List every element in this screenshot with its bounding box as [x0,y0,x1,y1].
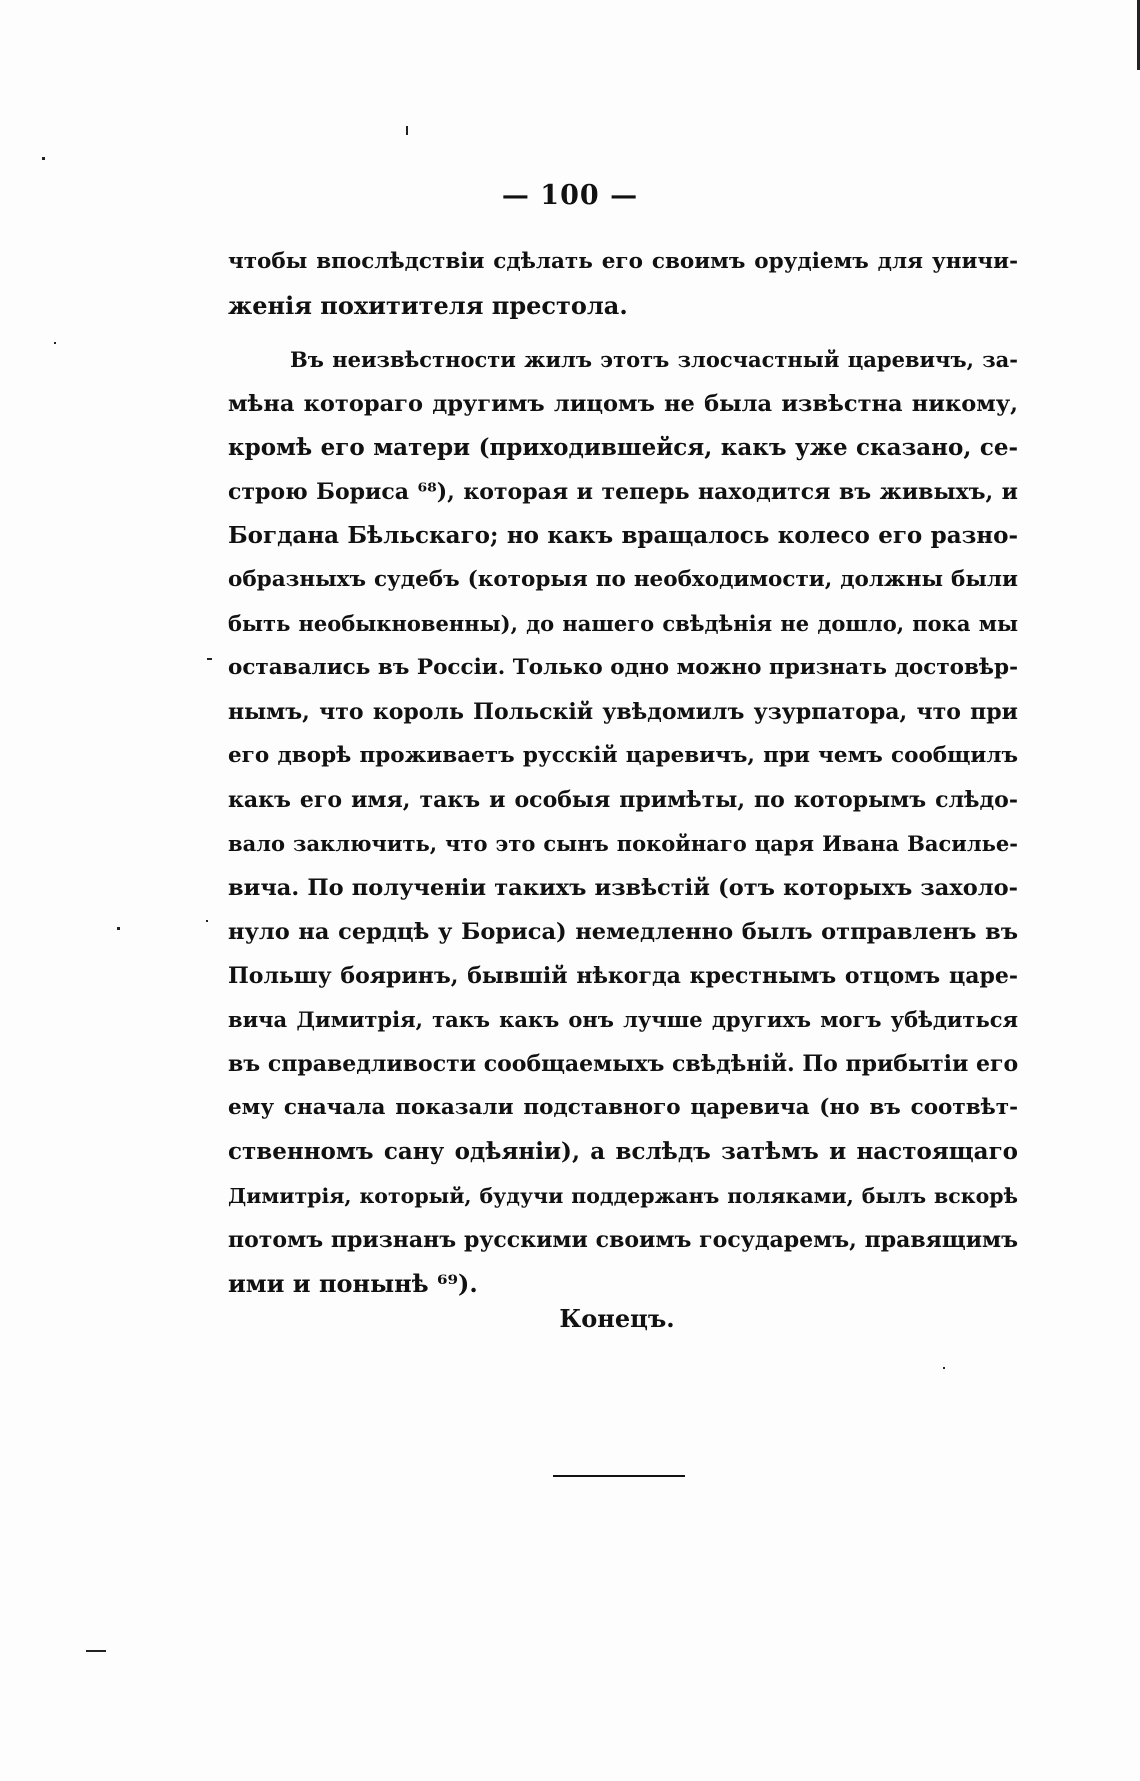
page-number: — 100 — [501,180,639,211]
text-line: вало заключить, что это сынъ покойнаго царя Ивана Василье- [228,831,1018,856]
text-line: нуло на сердцѣ у Бориса) немедленно былъ отправленъ въ [228,919,1018,945]
stray-mark [207,658,212,660]
text-line: чтобы впослѣдствіи сдѣлать его своимъ орудіемъ для уничи- [228,249,1018,274]
end-rule [553,1475,685,1477]
stray-mark [86,1650,106,1652]
text-line: образныхъ судебъ (которыя по необходимости, должны были [228,567,1018,592]
text-line: оставались въ Россіи. Только одно можно признать достовѣр- [228,655,1018,680]
text-line: ими и понынѣ ⁶⁹). [228,1269,478,1298]
text-line: кромѣ его матери (приходившейся, какъ уже сказано, се- [228,434,1018,461]
text-line: Въ неизвѣстности жилъ этотъ злосчастный царевичъ, за- [290,347,1018,372]
text-line: его дворѣ проживаетъ русскій царевичъ, при чемъ сообщилъ [228,743,1018,768]
text-line: Димитрія, который, будучи поддержанъ поляками, былъ вскорѣ [228,1184,1018,1208]
text-line: вича. По полученіи такихъ извѣстій (отъ которыхъ захоло- [228,875,1018,901]
stray-mark [117,927,120,930]
text-line: ственномъ сану одѣяніи), а вслѣдъ затѣмъ и настоящаго [228,1138,1018,1165]
text-line: строю Бориса ⁶⁸), которая и теперь находится въ живыхъ, и [228,479,1018,505]
stray-mark [54,342,56,344]
body-text [228,240,1018,1306]
text-line: какъ его имя, такъ и особыя примѣты, по которымъ слѣдо- [228,787,1018,813]
text-line: Богдана Бѣльскаго; но какъ вращалось колесо его разно- [228,522,1018,549]
paragraph-gap [228,328,1018,338]
text-line: вича Димитрія, такъ какъ онъ лучше другихъ могъ убѣдиться [228,1007,1018,1032]
text-line: потомъ признанъ русскими своимъ государемъ, правящимъ [228,1227,1018,1253]
text-line: ему сначала показали подставного царевича (но въ соотвѣт- [228,1095,1018,1120]
end-word: Конецъ. [559,1304,675,1333]
text-line: быть необыкновенны), до нашего свѣдѣнія не дошло, пока мы [228,611,1018,636]
text-line: нымъ, что король Польскій увѣдомилъ узурпатора, что при [228,699,1018,725]
stray-mark [943,1367,945,1369]
stray-mark [42,157,45,160]
stray-mark [206,920,208,922]
text-line: въ справедливости сообщаемыхъ свѣдѣній. По прибытіи его [228,1051,1019,1077]
text-line: женія похитителя престола. [228,291,628,320]
stray-mark [406,126,408,135]
text-line: мѣна котораго другимъ лицомъ не была извѣстна никому, [228,391,1018,417]
text-line: Польшу бояринъ, бывшій нѣкогда крестнымъ отцомъ царе- [228,963,1018,989]
